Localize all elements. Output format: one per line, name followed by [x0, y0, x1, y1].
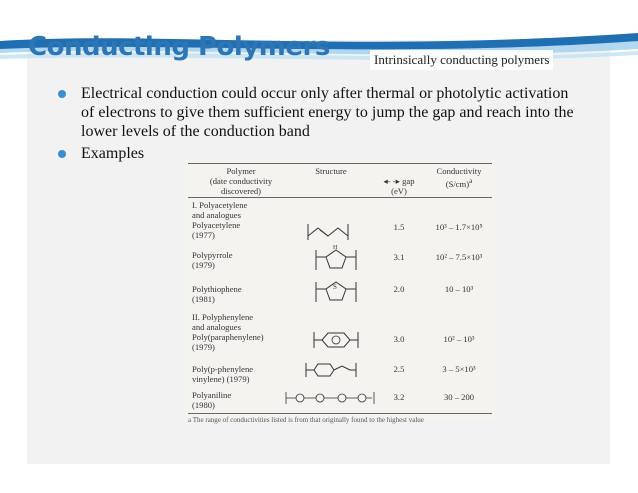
table-row-polymer: Polythiophene (1981)	[192, 284, 242, 304]
svg-text:H: H	[333, 245, 338, 251]
bullet-item	[55, 84, 585, 141]
header-polymer: Polymer (date conductivity discovered)	[209, 166, 273, 196]
table-row-polymer: Polyacetylene (1977)	[192, 220, 241, 240]
header-conductivity: Conductivity $(S/cm)^a$	[436, 166, 482, 189]
slide-title: Conducting Polymers	[28, 32, 330, 62]
table-row-conductivity: 30 – 200	[443, 392, 475, 402]
table-row-gap: 3.2	[393, 392, 405, 402]
table-row-polymer: Polyaniline (1980)	[192, 390, 232, 410]
svg-text:S: S	[333, 283, 337, 291]
table-row-gap: 1.5	[393, 222, 405, 232]
group-label: I. Polyacetylene and analogues	[192, 200, 248, 220]
bullet-dot-icon	[58, 90, 66, 98]
header-gap: ◂- -▸ gap (eV)	[383, 176, 415, 196]
header-structure: Structure	[315, 166, 347, 176]
table-row-gap: 2.5	[393, 364, 405, 374]
table-row-conductivity: 10³ – 1.7×10⁵	[435, 222, 483, 232]
table-row-conductivity: 3 – 5×10³	[442, 364, 476, 374]
table-row-polymer: Poly(paraphenylene) (1979)	[192, 332, 264, 352]
bullet-text: Examples	[81, 145, 145, 162]
header-footnote-mark: a	[469, 177, 473, 185]
header-rule	[188, 197, 492, 198]
table-footnote: a The range of conductivities listed is from that originally found to the highest value	[188, 416, 424, 424]
polyphenylenevinylene-structure-icon	[304, 360, 364, 380]
slide-subtitle: Intrinsically conducting polymers	[370, 50, 553, 70]
table-row-polymer: Poly(p-phenylene vinylene) (1979)	[192, 364, 254, 384]
table-top-rule	[188, 163, 492, 164]
table-row-gap: 3.0	[393, 334, 405, 344]
table-row-conductivity: 10² – 7.5×10³	[435, 252, 483, 262]
polyaniline-structure-icon	[284, 390, 376, 406]
table-row-conductivity: 10 – 10³	[444, 284, 474, 294]
table-row-polymer: Polypyrrole (1979)	[192, 250, 233, 270]
bullet-text: Electrical conduction could occur only after thermal or photolytic activation of electrons to give them sufficient energy to jump the gap and reach into the lower levels of the conduction band	[81, 85, 574, 140]
table-row-gap: 3.1	[393, 252, 405, 262]
bullet-list	[55, 84, 585, 166]
bullet-dot-icon	[58, 150, 66, 158]
table-row-gap: 2.0	[393, 284, 405, 294]
polymer-table	[186, 160, 496, 424]
polyparaphenylene-structure-icon	[312, 328, 360, 352]
table-row-conductivity: 10² – 10³	[443, 334, 475, 344]
energy-arrow-icon: ◂- -▸	[383, 176, 403, 186]
polypyrrole-structure-icon	[312, 242, 360, 274]
group-label: II. Polyphenylene and analogues	[192, 312, 254, 332]
polythiophene-structure-icon	[312, 276, 360, 306]
table-bottom-rule	[188, 413, 492, 414]
polyacetylene-structure-icon	[306, 220, 362, 242]
